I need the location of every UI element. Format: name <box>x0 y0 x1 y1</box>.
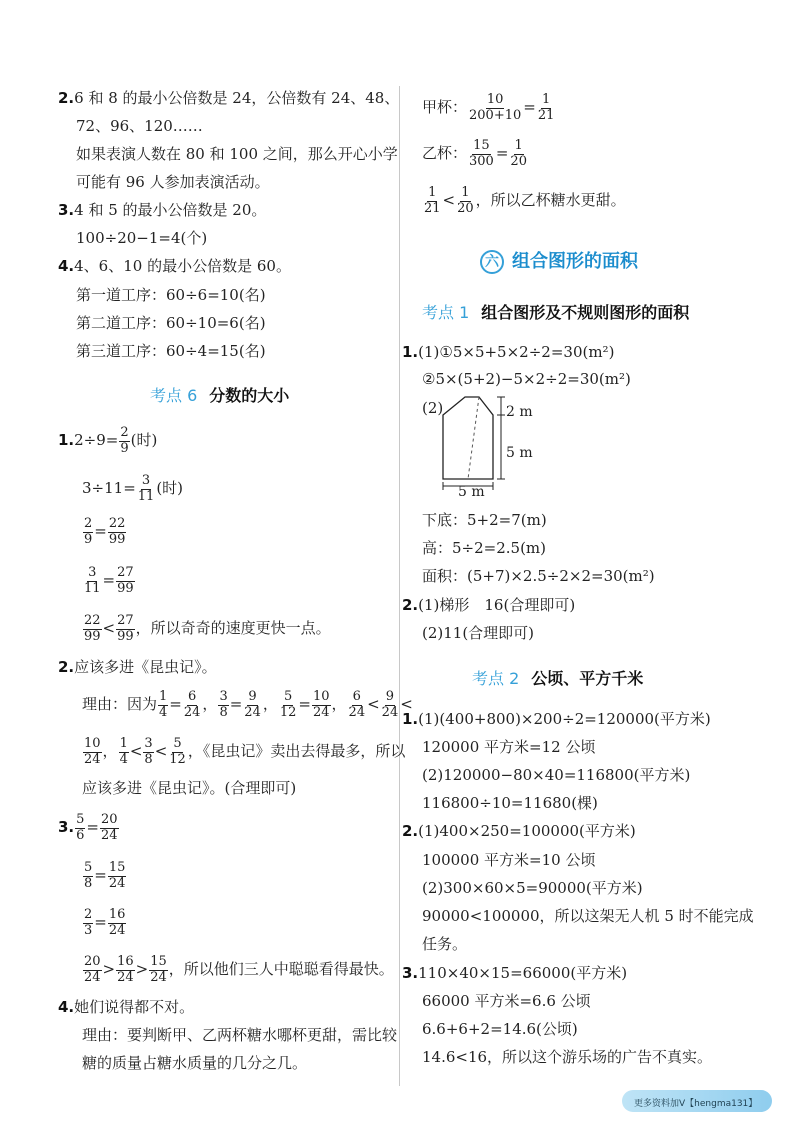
s6q2-line3: $\frac{10}{24}$ ， $\frac{1}{4}$ < $\frac{3}{8}$ < $\frac{5}{12}$ ，《昆虫记》卖出去得最多，所以 <box>84 736 406 767</box>
fraction: $\frac{5}{12}$ <box>279 689 297 720</box>
s6q2-line1: 2.应该多进《昆虫记》。 <box>58 658 217 676</box>
fraction: $\frac{22}{99}$ <box>108 516 126 547</box>
k2q2-line3: (2)300×60×5=90000(平方米) <box>422 879 643 897</box>
s6q1-a: 1.2÷9= $\frac{2}{9}$ (时) <box>58 425 158 456</box>
fraction: $\frac{15}{300}$ <box>469 138 494 169</box>
s6q4-line1: 4.她们说得都不对。 <box>58 998 195 1016</box>
s6q2-line4: 应该多进《昆虫记》。(合理即可) <box>82 779 297 797</box>
q3-line2: 100÷20−1=4(个) <box>76 229 208 247</box>
fraction: $\frac{3}{8}$ <box>144 736 153 767</box>
q4-line4: 第三道工序：60÷4=15(名) <box>76 342 266 360</box>
fraction: $\frac{27}{99}$ <box>117 565 134 596</box>
k2q3-line3: 6.6+6+2=14.6(公顷) <box>422 1020 578 1038</box>
fraction: $\frac{27}{99}$ <box>117 613 134 644</box>
fraction: $\frac{15}{24}$ <box>150 954 167 985</box>
k2q1-line2: 120000 平方米=12 公顷 <box>422 738 596 756</box>
section-heading-6: 考点 6 分数的大小 <box>150 386 290 405</box>
s6q3-b: $\frac{5}{8}$ = $\frac{15}{24}$ <box>84 860 126 891</box>
fraction: $\frac{2}{9}$ <box>84 516 93 547</box>
s6q1-c: $\frac{2}{9}$ = $\frac{22}{99}$ <box>84 516 126 547</box>
dim-label-top: 2 m <box>506 404 533 420</box>
q2-line1: 2.6 和 8 的最小公倍数是 24，公倍数有 24、48、 <box>58 89 400 107</box>
k2q2-line2: 100000 平方米=10 公顷 <box>422 851 596 869</box>
k2q1-line1: 1.(1)(400+800)×200÷2=120000(平方米) <box>402 710 711 728</box>
yi-cup-line: 乙杯： $\frac{15}{300}$ = $\frac{1}{20}$ <box>422 138 527 169</box>
fraction: $\frac{22}{99}$ <box>84 613 101 644</box>
fraction: $\frac{1}{20}$ <box>457 185 474 216</box>
q4-line2: 第一道工序：60÷6=10(名) <box>76 286 266 304</box>
fraction: $\frac{5}{12}$ <box>169 736 186 767</box>
k1q1-line1: 1.(1)①5×5+5×2÷2=30(m²) <box>402 343 615 361</box>
k1q1-part2-label: (2) <box>422 399 444 417</box>
fraction: $\frac{10}{24}$ <box>312 689 330 720</box>
q3-line1: 3.4 和 5 的最小公倍数是 20。 <box>58 201 267 219</box>
s6q1-b: 3÷11= $\frac{3}{11}$ (时) <box>82 473 184 504</box>
fraction: $\frac{1}{4}$ <box>119 736 128 767</box>
s6q3-c: $\frac{2}{3}$ = $\frac{16}{24}$ <box>84 907 126 938</box>
chapter-number-badge: 六 <box>480 250 504 274</box>
q2-line2: 72、96、120…… <box>76 117 203 135</box>
k1q1-line5: 高：5÷2=2.5(m) <box>422 539 547 557</box>
fraction: $\frac{3}{8}$ <box>219 689 228 720</box>
fraction: $\frac{2}{3}$ <box>84 907 93 938</box>
fraction: $\frac{5}{8}$ <box>84 860 93 891</box>
section-heading-1: 考点 1 组合图形及不规则图形的面积 <box>422 303 690 322</box>
q4-line1: 4.4、6、10 的最小公倍数是 60。 <box>58 257 291 275</box>
s6q3-a: 3. $\frac{5}{6}$ = $\frac{20}{24}$ <box>58 812 118 843</box>
fraction: $\frac{5}{6}$ <box>76 812 85 843</box>
fraction: $\frac{10}{200+10}$ <box>469 92 522 123</box>
figure-dashed-line <box>468 397 479 479</box>
fraction: $\frac{6}{24}$ <box>183 689 201 720</box>
fraction: $\frac{9}{24}$ <box>381 689 399 720</box>
k1q2-line1: 2.(1)梯形 16(合理即可) <box>402 596 576 614</box>
fraction: $\frac{15}{24}$ <box>108 860 126 891</box>
fraction: $\frac{1}{4}$ <box>159 689 168 720</box>
fraction: $\frac{1}{21}$ <box>537 92 555 123</box>
s6q1-e: $\frac{22}{99}$ < $\frac{27}{99}$ ，所以奇奇的速度更快一点。 <box>84 613 331 644</box>
top-bar <box>0 0 800 4</box>
fraction: $\frac{9}{24}$ <box>244 689 261 720</box>
k2q3-line2: 66000 平方米=6.6 公顷 <box>422 992 591 1010</box>
dim-label-side: 5 m <box>506 445 533 461</box>
fraction: $\frac{10}{24}$ <box>84 736 101 767</box>
dim-label-bottom: 5 m <box>458 484 485 500</box>
k1q1-line2: ②5×(5+2)−5×2÷2=30(m²) <box>422 370 631 388</box>
fraction: $\frac{3}{11}$ <box>137 473 155 504</box>
k2q1-line3: (2)120000−80×40=116800(平方米) <box>422 766 691 784</box>
s6q1-d: $\frac{3}{11}$ = $\frac{27}{99}$ <box>84 565 134 596</box>
fraction: $\frac{16}{24}$ <box>117 954 134 985</box>
k1q1-line6: 面积：(5+7)×2.5÷2×2=30(m²) <box>422 567 655 585</box>
k2q2-line4: 90000<100000，所以这架无人机 5 时不能完成 <box>422 907 754 925</box>
fraction: $\frac{2}{9}$ <box>120 425 129 456</box>
k2q1-line4: 116800÷10=11680(棵) <box>422 794 598 812</box>
s6q4-line3: 糖的质量占糖水质量的几分之几。 <box>82 1054 308 1072</box>
compare-line: $\frac{1}{21}$ < $\frac{1}{20}$ ，所以乙杯糖水更甜。 <box>424 185 626 216</box>
k2q2-line5: 任务。 <box>422 935 468 953</box>
figure-outline <box>443 397 493 479</box>
chapter-heading: 六 组合图形的面积 <box>480 247 638 274</box>
fraction: $\frac{6}{24}$ <box>348 689 366 720</box>
fraction: $\frac{20}{24}$ <box>84 954 101 985</box>
fraction: $\frac{16}{24}$ <box>108 907 126 938</box>
s6q3-d: $\frac{20}{24}$ > $\frac{16}{24}$ > $\frac{15}{24}$ ，所以他们三人中聪聪看得最快。 <box>84 954 394 985</box>
fraction: $\frac{1}{21}$ <box>424 185 441 216</box>
s6q4-line2: 理由：要判断甲、乙两杯糖水哪杯更甜，需比较 <box>82 1026 398 1044</box>
section-heading-2: 考点 2 公顷、平方千米 <box>472 669 644 688</box>
s6q2-line2: 理由：因为 $\frac{1}{4}$ = $\frac{6}{24}$ ， $\frac{3}{8}$ = $\frac{9}{24}$ ， $\frac{5}{12}$ = $\frac{10}{24}$ ， $\frac{6}{24}$ < $\frac{9}{24}$ < <box>82 689 413 720</box>
jia-cup-line: 甲杯： $\frac{10}{200+10}$ = $\frac{1}{21}$ <box>422 92 555 123</box>
footer-text: 更多资料加V【hengma131】 <box>634 1099 758 1109</box>
k2q3-line4: 14.6<16，所以这个游乐场的广告不真实。 <box>422 1048 713 1066</box>
k1q2-line2: (2)11(合理即可) <box>422 624 535 642</box>
fraction: $\frac{3}{11}$ <box>84 565 101 596</box>
k1q1-line4: 下底：5+2=7(m) <box>422 511 547 529</box>
fraction: $\frac{1}{20}$ <box>510 138 527 169</box>
footer-banner <box>622 1090 772 1112</box>
column-divider <box>399 86 400 1086</box>
q4-line3: 第二道工序：60÷10=6(名) <box>76 314 266 332</box>
q2-line4: 可能有 96 人参加表演活动。 <box>76 173 270 191</box>
k2q3-line1: 3.110×40×15=66000(平方米) <box>402 964 628 982</box>
q2-line3: 如果表演人数在 80 和 100 之间，那么开心小学 <box>76 145 398 163</box>
k2q2-line1: 2.(1)400×250=100000(平方米) <box>402 822 636 840</box>
fraction: $\frac{20}{24}$ <box>101 812 118 843</box>
